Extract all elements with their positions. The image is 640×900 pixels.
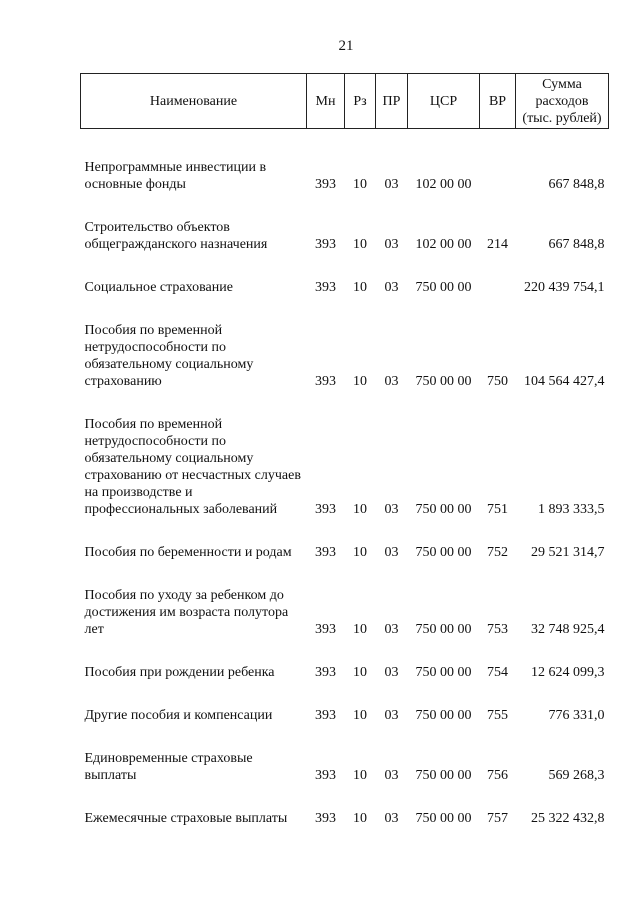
header-csr: ЦСР [408, 74, 480, 129]
row-vr: 755 [487, 708, 508, 723]
spacer-cell [81, 129, 609, 160]
row-spacer [81, 193, 609, 219]
row-mn: 393 [315, 708, 336, 723]
table-row [81, 159, 609, 193]
table-row [81, 416, 609, 518]
row-vr: 754 [487, 665, 508, 680]
row-csr: 750 00 00 [415, 768, 472, 783]
row-csr: 750 00 00 [415, 280, 472, 295]
table-header [81, 74, 609, 129]
table-row [81, 810, 609, 827]
row-pr: 03 [384, 237, 399, 252]
row-pr: 03 [384, 177, 399, 192]
page-number: 21 [338, 38, 354, 54]
row-sum: 569 268,3 [548, 768, 605, 783]
row-mn: 393 [315, 374, 336, 389]
row-csr: 750 00 00 [415, 665, 472, 680]
header-sum-line2: расходов [535, 93, 589, 109]
row-sum: 667 848,8 [548, 237, 605, 252]
row-csr: 102 00 00 [415, 177, 472, 192]
spacer-cell [81, 561, 609, 587]
row-vr: 752 [487, 545, 508, 560]
header-mn: Мн [307, 74, 345, 129]
spacer-cell [81, 638, 609, 664]
row-spacer [81, 561, 609, 587]
row-rz: 10 [353, 177, 367, 192]
row-mn: 393 [315, 280, 336, 295]
row-mn: 393 [315, 665, 336, 680]
spacer-cell [81, 784, 609, 810]
row-pr: 03 [384, 811, 399, 826]
row-mn: 393 [315, 622, 336, 637]
row-spacer [81, 390, 609, 416]
row-vr [480, 279, 516, 296]
header-sum-line1: Сумма [542, 76, 582, 92]
row-vr: 757 [487, 811, 508, 826]
row-sum: 776 331,0 [548, 708, 605, 723]
header-row [81, 74, 609, 129]
header-pr: ПР [376, 74, 408, 129]
row-mn: 393 [315, 545, 336, 560]
row-mn: 393 [315, 811, 336, 826]
table-row [81, 664, 609, 681]
row-pr: 03 [384, 708, 399, 723]
row-pr: 03 [384, 768, 399, 783]
row-vr [480, 159, 516, 193]
row-name: Пособия при рождении ребенка [84, 665, 275, 680]
row-pr: 03 [384, 502, 399, 517]
row-pr: 03 [384, 545, 399, 560]
row-vr: 214 [487, 237, 508, 252]
row-spacer [81, 681, 609, 707]
row-sum: 25 322 432,8 [531, 811, 605, 826]
header-sum-line3: (тыс. рублей) [522, 110, 602, 126]
row-rz: 10 [353, 665, 367, 680]
row-mn: 393 [315, 237, 336, 252]
row-vr: 751 [487, 502, 508, 517]
table-row [81, 219, 609, 253]
row-sum: 104 564 427,4 [524, 374, 605, 389]
row-csr: 102 00 00 [415, 237, 472, 252]
row-rz: 10 [353, 811, 367, 826]
row-name: Другие пособия и компенсации [84, 708, 273, 723]
row-rz: 10 [353, 545, 367, 560]
row-sum: 1 893 333,5 [538, 502, 605, 517]
row-name: Пособия по уходу за ребенком до достижения им возраста полутора лет [84, 588, 289, 637]
row-rz: 10 [353, 708, 367, 723]
header-rz: Рз [345, 74, 376, 129]
table-row [81, 587, 609, 638]
row-spacer [81, 638, 609, 664]
row-sum: 29 521 314,7 [531, 545, 605, 560]
row-rz: 10 [353, 237, 367, 252]
table-row [81, 707, 609, 724]
row-rz: 10 [353, 502, 367, 517]
header-vr: ВР [480, 74, 516, 129]
row-name: Непрограммные инвестиции в основные фонды [84, 160, 267, 192]
row-name: Социальное страхование [84, 280, 233, 295]
row-sum: 32 748 925,4 [531, 622, 605, 637]
row-vr: 750 [487, 374, 508, 389]
row-sum: 220 439 754,1 [524, 280, 605, 295]
spacer-cell [81, 296, 609, 322]
header-name: Наименование [81, 74, 307, 129]
spacer-cell [81, 193, 609, 219]
row-rz: 10 [353, 280, 367, 295]
row-sum: 12 624 099,3 [531, 665, 605, 680]
row-pr: 03 [384, 622, 399, 637]
row-vr: 756 [487, 768, 508, 783]
spacer-cell [81, 253, 609, 279]
row-rz: 10 [353, 768, 367, 783]
budget-table [80, 73, 609, 827]
row-csr: 750 00 00 [415, 374, 472, 389]
row-mn: 393 [315, 177, 336, 192]
row-name: Строительство объектов общегражданского назначения [84, 220, 268, 252]
row-csr: 750 00 00 [415, 708, 472, 723]
header-sum [516, 74, 609, 129]
spacer-cell [81, 681, 609, 707]
row-spacer [81, 129, 609, 160]
spacer-cell [81, 518, 609, 544]
row-csr: 750 00 00 [415, 622, 472, 637]
row-spacer [81, 724, 609, 750]
spacer-cell [81, 390, 609, 416]
row-name: Пособия по временной нетрудоспособности по обязательному социальному страхованию от несчастных случаев на производстве и профессиональных заболеваний [84, 417, 301, 517]
row-mn: 393 [315, 502, 336, 517]
row-csr: 750 00 00 [415, 545, 472, 560]
row-name: Ежемесячные страховые выплаты [84, 811, 288, 826]
row-pr: 03 [384, 374, 399, 389]
row-sum: 667 848,8 [548, 177, 605, 192]
row-csr: 750 00 00 [415, 502, 472, 517]
row-rz: 10 [353, 622, 367, 637]
row-csr: 750 00 00 [415, 811, 472, 826]
row-vr: 753 [487, 622, 508, 637]
row-pr: 03 [384, 280, 399, 295]
table-row [81, 279, 609, 296]
row-mn: 393 [315, 768, 336, 783]
spacer-cell [81, 724, 609, 750]
table-body [81, 129, 609, 828]
row-name: Пособия по беременности и родам [84, 545, 292, 560]
row-name: Единовременные страховые выплаты [84, 751, 253, 783]
row-spacer [81, 253, 609, 279]
row-spacer [81, 784, 609, 810]
row-pr: 03 [384, 665, 399, 680]
row-name: Пособия по временной нетрудоспособности по обязательному социальному страхованию [84, 323, 254, 389]
row-rz: 10 [353, 374, 367, 389]
table-row [81, 322, 609, 390]
row-spacer [81, 296, 609, 322]
table-row [81, 750, 609, 784]
table-row [81, 544, 609, 561]
row-spacer [81, 518, 609, 544]
